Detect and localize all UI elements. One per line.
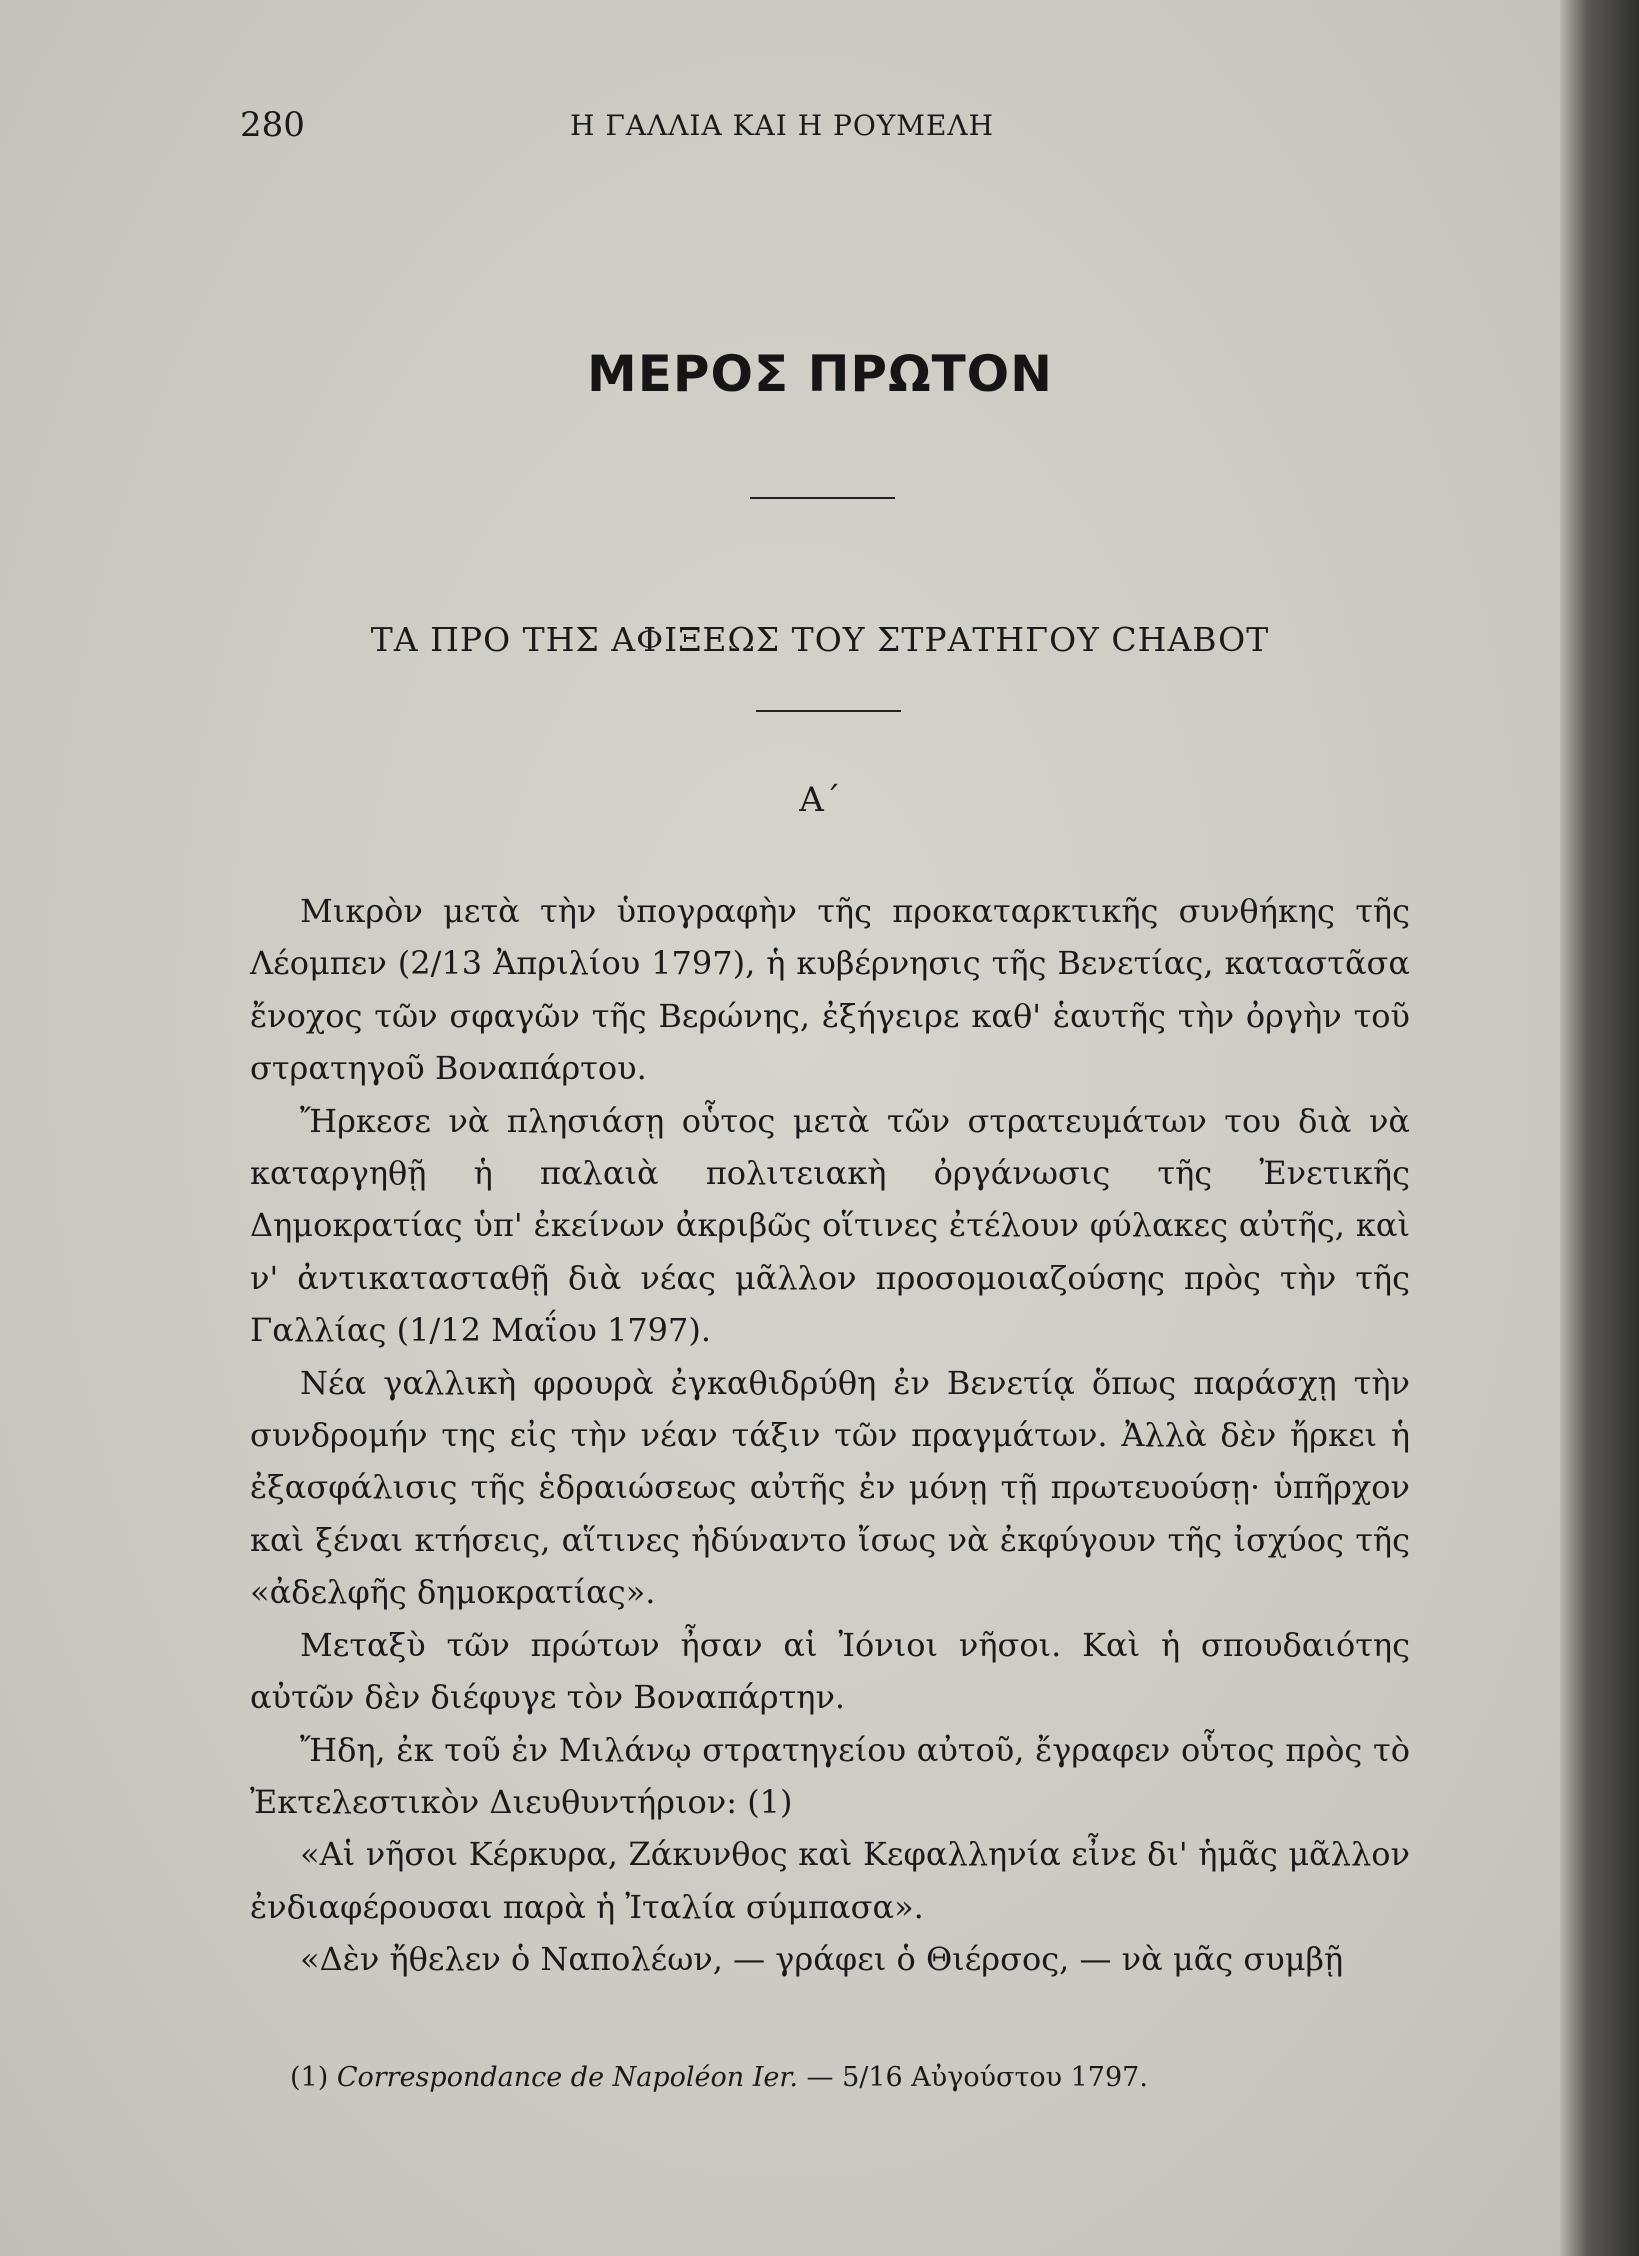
paragraph: «Δὲν ἤθελεν ὁ Ναπολέων, — γράφει ὁ Θιέρσος, — νὰ μᾶς συμβῇ (300, 1940, 1344, 1979)
page-header (240, 105, 1420, 145)
part-title: ΜΕΡΟΣ ΠΡΩΤΟΝ (586, 345, 1054, 403)
paragraph: Ἤρκεσε νὰ πλησιάσῃ οὗτος μετὰ τῶν στρατευμάτων του διὰ νὰ καταργηθῇ ἡ παλαιὰ πολιτειακὴ ὀργάνωσις τῆς Ἐνετικῆς Δημοκρατίας ὑπ' ἐκείνων ἀκριβῶς οἵτινες ἐτέλουν φύλακες αὐτῆς, καὶ ν' ἀντικατασταθῇ διὰ νέας μᾶλλον προσομοιαζούσης πρὸς τὴν τῆς Γαλλίας (1/12 Μαΐου 1797). (250, 1101, 1410, 1350)
paragraph: Μεταξὺ τῶν πρώτων ἦσαν αἱ Ἰόνιοι νῆσοι. Καὶ ἡ σπουδαιότης αὐτῶν δὲν διέφυγε τὸν Βοναπάρτην. (250, 1625, 1410, 1717)
running-head: Η ΓΑΛΛΙΑ ΚΑΙ Η ΡΟΥΜΕΛΗ (570, 109, 995, 142)
divider-rule (750, 497, 895, 499)
paragraph: Νέα γαλλικὴ φρουρὰ ἐγκαθιδρύθη ἐν Βενετίᾳ ὅπως παράσχῃ τὴν συνδρομήν της εἰς τὴν νέαν τάξιν τῶν πραγμάτων. Ἀλλὰ δὲν ἤρκει ἡ ἐξασφάλισις τῆς ἑδραιώσεως αὐτῆς ἐν μόνῃ τῇ πρωτευούσῃ· ὑπῆρχον καὶ ξέναι κτήσεις, αἵτινες ἠδύναντο ἴσως νὰ ἐκφύγουν τῆς ἰσχύος τῆς «ἀδελφῆς δημοκρατίας». (250, 1363, 1410, 1612)
footnote-work-title: Correspondance de Napoléon Ier. (336, 2062, 798, 2093)
page-number: 280 (240, 105, 305, 145)
footnote-reference: — 5/16 Αὐγούστου 1797. (806, 2062, 1148, 2093)
chapter-title: ΤΑ ΠΡΟ ΤΗΣ ΑΦΙΞΕΩΣ ΤΟΥ ΣΤΡΑΤΗΓΟΥ CHABOT (370, 620, 1270, 659)
paragraph: Μικρὸν μετὰ τὴν ὑπογραφὴν τῆς προκαταρκτικῆς συνθήκης τῆς Λέομπεν (2/13 Ἀπριλίου 1797), ἡ κυβέρνησις τῆς Βενετίας, καταστᾶσα ἔνοχος τῶν σφαγῶν τῆς Βερώνης, ἐξήγειρε καθ' ἑαυτῆς τὴν ὀργὴν τοῦ στρατηγοῦ Βοναπάρτου. (250, 892, 1410, 1088)
paragraph: «Αἱ νῆσοι Κέρκυρα, Ζάκυνθος καὶ Κεφαλληνία εἶνε δι' ἡμᾶς μᾶλλον ἐνδιαφέρουσαι παρὰ ἡ Ἰταλία σύμπασα». (250, 1835, 1410, 1926)
section-letter: Α΄ (799, 780, 841, 820)
body-text (250, 885, 1410, 1986)
footnote (290, 2062, 1410, 2093)
divider-rule (756, 710, 901, 712)
footnote-marker: (1) (290, 2062, 329, 2093)
paragraph: Ἤδη, ἐκ τοῦ ἐν Μιλάνῳ στρατηγείου αὐτοῦ, ἔγραφεν οὗτος πρὸς τὸ Ἐκτελεστικὸν Διευθυντήριον: (1) (250, 1730, 1410, 1821)
book-spine-shadow (1560, 0, 1639, 2256)
